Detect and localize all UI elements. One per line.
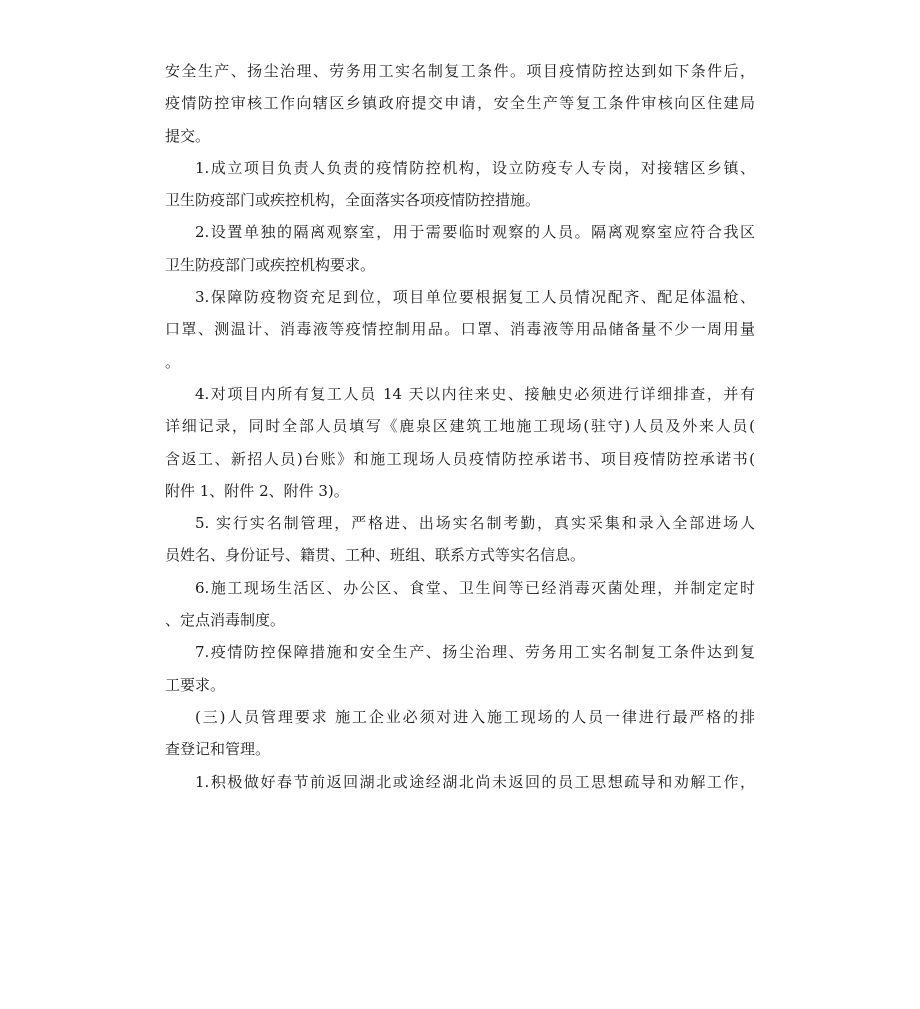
text-line: 含返工、新招人员)台账》和施工现场人员疫情防控承诺书、项目疫情防控承诺书( [165,449,755,468]
paragraph [165,701,755,766]
text-line: 6.施工现场生活区、办公区、食堂、卫生间等已经消毒灭菌处理，并制定定时 [195,578,755,597]
text-line: 详细记录，同时全部人员填写《鹿泉区建筑工地施工现场(驻守)人员及外来人员( [165,417,755,436]
text-line: 1.成立项目负责人负责的疫情防控机构，设立防疫专人专岗，对接辖区乡镇、 [195,158,755,177]
text-line: 卫生防疫部门或疾控机构要求。 [165,255,376,274]
text-line: 工要求。 [165,675,226,694]
text-line: 查登记和管理。 [165,740,271,759]
text-line: 、定点消毒制度。 [165,611,286,630]
text-line: 安全生产、扬尘治理、劳务用工实名制复工条件。项目疫情防控达到如下条件后， [165,62,755,80]
paragraph [165,507,755,572]
text-line: 卫生防疫部门或疾控机构，全面落实各项疫情防控措施。 [165,191,541,210]
text-line: 4.对项目内所有复工人员 14 天以内往来史、接触史必须进行详细排查，并有 [195,384,755,403]
text-line: 口罩、测温计、消毒液等疫情控制用品。口罩、消毒液等用品储备量不少一周用量 [165,320,755,339]
text-line: 7.疫情防控保障措施和安全生产、扬尘治理、劳务用工实名制复工条件达到复 [195,643,755,662]
text-line: 附件 1、附件 2、附件 3)。 [165,481,349,500]
paragraph [165,152,755,217]
document-body [165,55,755,798]
text-line: (三)人员管理要求 施工企业必须对进入施工现场的人员一律进行最严格的排 [195,707,755,726]
text-line: 员姓名、身份证号、籍贯、工种、班组、联系方式等实名信息。 [165,546,586,565]
text-line: 。 [165,352,181,371]
text-line: 3.保障防疫物资充足到位，项目单位要根据复工人员情况配齐、配足体温枪、 [195,288,755,307]
paragraph [165,636,755,701]
text-line: 2.设置单独的隔离观察室，用于需要临时观察的人员。隔离观察室应符合我区 [195,223,755,242]
text-line: 疫情防控审核工作向辖区乡镇政府提交申请，安全生产等复工条件审核向区住建局 [165,94,755,113]
text-line: 5. 实行实名制管理，严格进、出场实名制考勤，真实采集和录入全部进场人 [195,514,755,533]
paragraph [165,378,755,507]
paragraph [165,55,755,152]
paragraph [165,216,755,281]
paragraph [165,766,755,798]
paragraph [165,281,755,378]
text-line: 提交。 [165,126,211,145]
paragraph [165,572,755,637]
text-line: 1.积极做好春节前返回湖北或途经湖北尚未返回的员工思想疏导和劝解工作， [195,772,755,791]
